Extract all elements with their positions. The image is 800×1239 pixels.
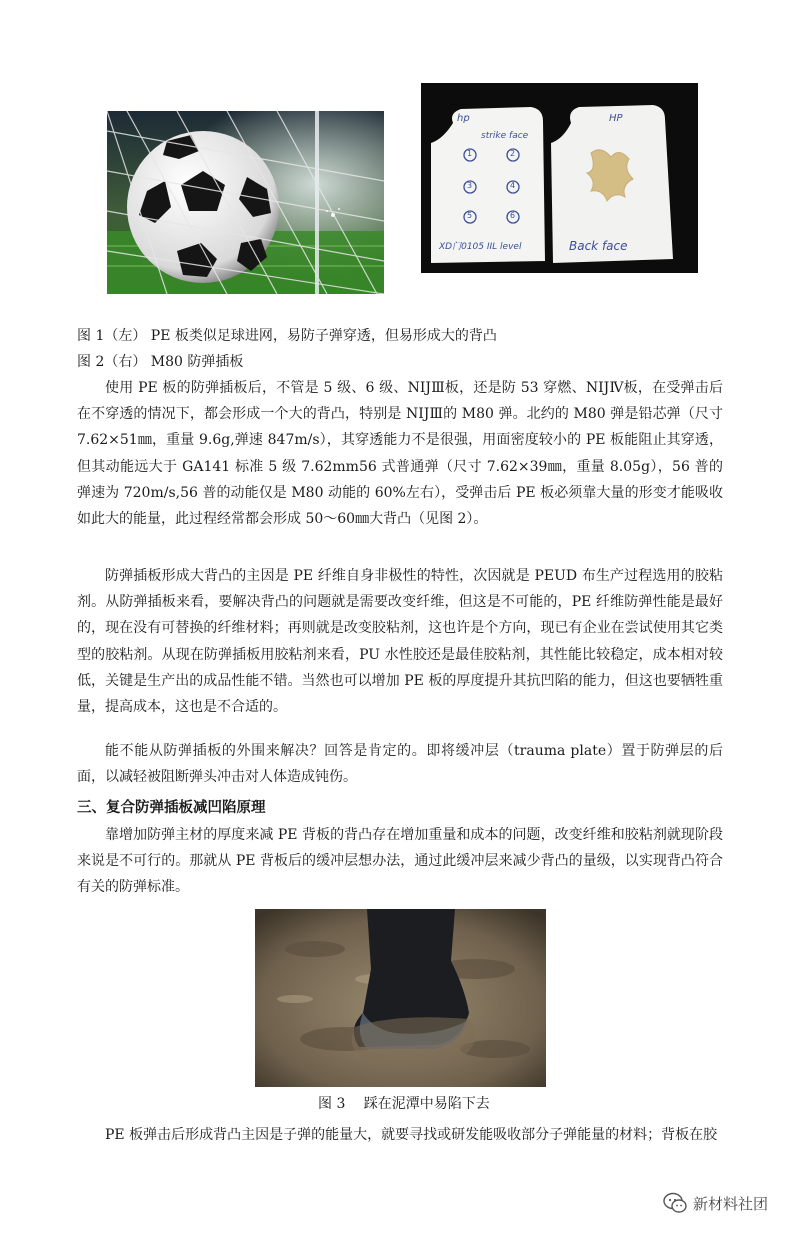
shot-number: 5 (467, 211, 473, 220)
mud-photo (255, 909, 546, 1087)
caption-figure-2: 图 2（右） M80 防弹插板 (77, 354, 244, 370)
soccer-ball-photo (107, 111, 384, 294)
plate-label-back-face: Back face (569, 239, 628, 253)
watermark-text: 新材料社团 (692, 1194, 768, 1213)
section-heading: 三、复合防弹插板减凹陷原理 (77, 800, 266, 816)
watermark (663, 1192, 768, 1214)
body-paragraph-3: 能不能从防弹插板的外围来解决？回答是肯定的。即将缓冲层（trauma plate）置于防弹层的后面，以减轻被阻断弹头冲击对人体造成钝伤。 (77, 743, 723, 786)
figure-1-image (107, 111, 384, 294)
body-paragraph-1: 使用 PE 板的防弹插板后，不管是 5 级、6 级、NIJⅢ板，还是防 53 穿燃、NIJⅣ板，在受弹击后在不穿透的情况下，都会形成一个大的背凸，特别是 NIJⅢ的 M80 弹。北约的 M80 弹是铅芯弹（尺寸 7.62×51㎜，重量 9.6g,弹速 847m/s），其穿透能力不是很强，用面密度较小的 PE 板能阻止其穿透，但其动能远大于 GA141 标准 5 级 7.62mm56 式普通弹（尺寸 7.62×39㎜，重量 8.05g），56 普的弹速为 720m/s,56 普的动能仅是 M80 动能的 60%左右），受弹击后 PE 板必须靠大量的形变才能吸收如此大的能量，此过程经常都会形成 50～60㎜大背凸（见图 2）。 (77, 380, 723, 528)
shot-number: 4 (510, 181, 516, 190)
plate-label-hp: hp (457, 113, 470, 124)
shot-number: 3 (467, 181, 473, 190)
body-paragraph-4: 靠增加防弹主材的厚度来减 PE 背板的背凸存在增加重量和成本的问题，改变纤维和胶粘剂就现阶段来说是不可行的。那就从 PE 背板后的缓冲层想办法，通过此缓冲层来减少背凸的量级，以实现背凸符合有关的防弹标准。 (77, 827, 723, 896)
shot-number: 2 (510, 149, 516, 158)
body-paragraph-5: PE 板弹击后形成背凸主因是子弹的能量大，就要寻找或研发能吸收部分子弹能量的材料；背板在胶 (105, 1127, 718, 1143)
wechat-icon (663, 1192, 687, 1214)
body-paragraph-2: 防弹插板形成大背凸的主因是 PE 纤维自身非极性的特性，次因就是 PEUD 布生产过程选用的胶粘剂。从防弹插板来看，要解决背凸的问题就是需要改变纤维，但这是不可能的，PE 纤维防弹性能是最好的，现在没有可替换的纤维材料；再则就是改变胶粘剂，这也许是个方向，现已有企业在尝试使用其它类型的胶粘剂。从现在防弹插板用胶粘剂来看，PU 水性胶还是最佳胶粘剂，其性能比较稳定，成本相对较低，关键是生产出的成品性能不错。当然也可以增加 PE 板的厚度提升其抗凹陷的能力，但这也要牺牲重量，提高成本，这也是不合适的。 (77, 568, 723, 716)
figure-3-image (255, 909, 546, 1087)
caption-figure-3: 图 3 踩在泥潭中易陷下去 (318, 1096, 490, 1112)
caption-figure-1: 图 1（左） PE 板类似足球进网，易防子弹穿透，但易形成大的背凸 (77, 328, 497, 344)
shot-number: 6 (510, 211, 516, 220)
figure-2-image (421, 83, 698, 273)
plate-label-hp-right: HP (609, 113, 623, 124)
plate-label-strike-face: strike face (481, 131, 529, 141)
shot-number: 1 (467, 149, 473, 158)
plate-label-level: XD门0105 IIL level (439, 242, 522, 252)
